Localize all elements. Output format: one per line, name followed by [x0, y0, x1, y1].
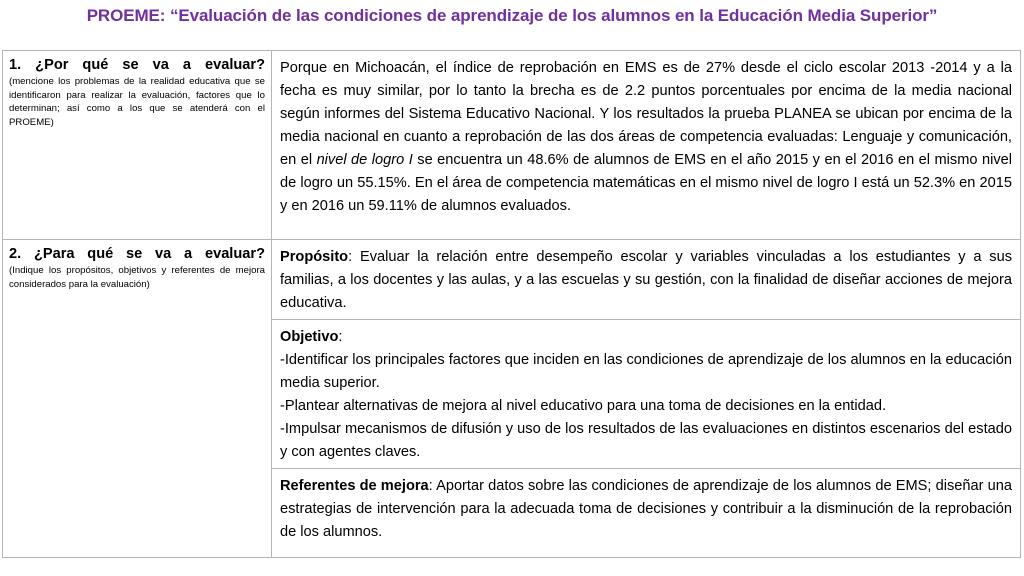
page-title: PROEME: “Evaluación de las condiciones de aprendizaje de los alumnos en la Educación Media Superior” [86, 6, 938, 25]
evaluation-table [2, 50, 1021, 558]
answer-cell-1 [272, 51, 1021, 240]
objetivo-label: Objetivo [280, 329, 339, 345]
question-subtext: (Indique los propósitos, objetivos y referentes de mejora considerados para la evaluación) [9, 265, 265, 290]
question-heading: 2. ¿Para qué se va a evaluar? [9, 246, 265, 262]
objetivo-item: -Plantear alternativas de mejora al nivel educativo para una toma de decisiones en la entidad. [280, 398, 887, 414]
proposito-text: : Evaluar la relación entre desempeño escolar y variables vinculadas a los estudiantes y a sus familias, a los docentes y las aulas, y a las escuelas y su gestión, con la finalidad de diseñar acciones de mejora educativa. [280, 249, 1012, 311]
referentes-cell [272, 469, 1021, 558]
referentes-text: : Aportar datos sobre las condiciones de aprendizaje de los alumnos de EMS; diseñar una estrategias de intervención para la adecuada toma de decisiones y contribuir a la disminución de la reprobación de los alumnos. [280, 478, 1012, 540]
proposito-cell [272, 240, 1021, 320]
objetivo-item: -Impulsar mecanismos de difusión y uso de los resultados de las evaluaciones en distintos escenarios del estado y con agentes claves. [280, 421, 1012, 460]
table-row [3, 51, 1021, 240]
referentes-label: Referentes de mejora [280, 478, 429, 494]
question-cell-1 [3, 51, 272, 240]
answer-italic-text: nivel de logro I [316, 152, 413, 168]
answer-text-continued: se encuentra un 48.6% de alumnos de EMS en el año 2015 y en el 2016 en el mismo nivel de logro un 55.15%. En el área de competencia matemáticas en el mismo nivel de logro I está un 52.3% en 2015 y en 2016 un 59.11% de alumnos evaluados. [280, 152, 1012, 214]
answer-text: Porque en Michoacán, el índice de reprobación en EMS es de 27% desde el ciclo escolar 2013 -2014 y a la fecha es muy similar, por lo tanto la brecha es de 2.2 puntos porcentuales por encima de la media nacional según informes del Sistema Educativo Nacional. Y los resultados la prueba PLANEA se ubican por encima de la media nacional en cuanto a reprobación de las dos áreas de competencia evaluadas: Lenguaje y comunicación, en el [280, 60, 1012, 168]
objetivo-colon: : [338, 329, 343, 345]
question-cell-2 [3, 240, 272, 558]
objetivo-item: -Identificar los principales factores que inciden en las condiciones de aprendizaje de los alumnos en la educación media superior. [280, 352, 1012, 391]
table-row [3, 240, 1021, 320]
question-heading: 1. ¿Por qué se va a evaluar? [9, 57, 265, 73]
objetivo-cell [272, 320, 1021, 469]
proposito-label: Propósito [280, 249, 349, 265]
question-subtext: (mencione los problemas de la realidad educativa que se identificaron para realizar la evaluación, factores que lo determinan; así como a los que se atenderá con el PROEME) [9, 76, 265, 128]
